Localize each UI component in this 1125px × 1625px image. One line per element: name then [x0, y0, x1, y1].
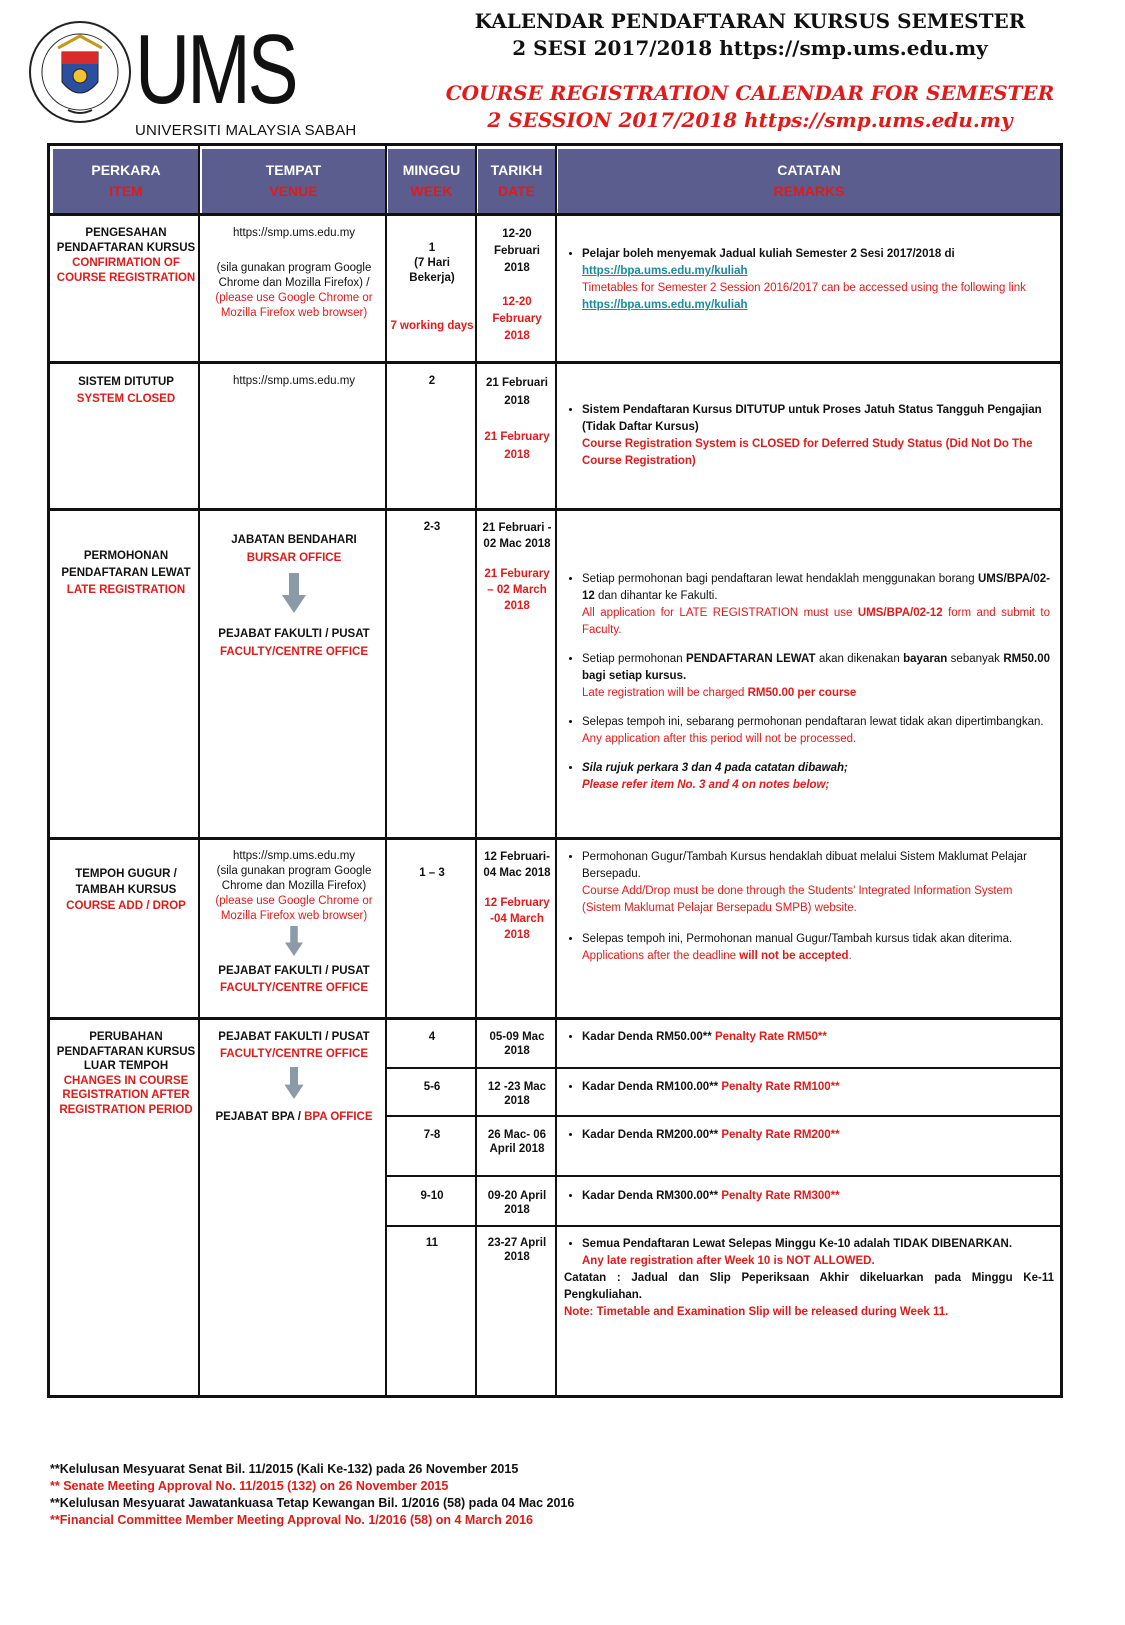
- row1-item: [56, 226, 196, 286]
- penalty-remark: [564, 1080, 1044, 1101]
- grid-line: [555, 146, 557, 1395]
- header-date-ms: TARIKH: [490, 162, 543, 178]
- row3-r2-ms-pre: Setiap permohonan: [582, 653, 683, 665]
- penalty-remark-en: Penalty Rate RM300**: [721, 1190, 840, 1202]
- row3-r2-ms-mid2: sebanyak: [950, 653, 1000, 665]
- row2-week: 2: [428, 375, 436, 387]
- row2-date-ms: 21 Februari 2018: [486, 377, 548, 407]
- header-venue-ms: TEMPAT: [265, 162, 322, 178]
- row1-date-ms: 12-20 Februari 2018: [493, 228, 540, 274]
- row5-venue-b-en: BPA OFFICE: [304, 1111, 373, 1123]
- row1-kuliah-link[interactable]: https://bpa.ums.edu.my/kuliah: [582, 265, 748, 277]
- grid-line: [50, 837, 1060, 840]
- row3-r1-ms-post: dan dihantar ke Fakulti.: [598, 590, 718, 602]
- row3-remarks: [564, 571, 1050, 800]
- penalty-remark: [564, 1030, 1044, 1051]
- penalty-week: 5-6: [423, 1081, 441, 1093]
- row1-venue-url: https://smp.ums.edu.my: [232, 227, 356, 239]
- week11-remark-ms: • Semua Pendaftaran Lewat Selepas Minggu Ke-10 adalah TIDAK DIBENARKAN.: [582, 1238, 1013, 1250]
- row5-item-ms: PERUBAHAN PENDAFTARAN KURSUS LUAR TEMPOH: [56, 1031, 196, 1072]
- header-venue: [202, 149, 385, 213]
- header-week-en: WEEK: [410, 183, 453, 199]
- row5-venue-a-ms: PEJABAT FAKULTI / PUSAT: [218, 1031, 370, 1043]
- row2-date-en: 21 February 2018: [484, 431, 550, 461]
- row2-remark-en: Course Registration System is CLOSED for Deferred Study Status (Did Not Do The Course Registration): [582, 438, 1033, 467]
- row3-venue: [206, 531, 382, 661]
- grid-line: [475, 146, 477, 1395]
- footnote-finance-en: **Financial Committee Member Meeting Approval No. 1/2016 (58) on 4 March 2016: [50, 1513, 534, 1527]
- registration-calendar-table: [47, 143, 1063, 1398]
- row1-date: [480, 226, 554, 345]
- penalty-week: 11: [425, 1237, 439, 1249]
- grid-line: [387, 1175, 1060, 1177]
- row3-r2-ms-mid: akan dikenakan: [818, 653, 900, 665]
- title-english: [410, 80, 1090, 134]
- grid-line: [387, 1225, 1060, 1227]
- row4-date-en: 12 February -04 March 2018: [484, 897, 550, 941]
- row4-r2-en-post: .: [848, 950, 852, 962]
- row3-r4-en: Please refer item No. 3 and 4 on notes below;: [582, 779, 830, 791]
- penalty-week: 7-8: [423, 1129, 441, 1141]
- grid-line: [50, 361, 1060, 364]
- penalty-remark-en: Penalty Rate RM200**: [721, 1129, 840, 1141]
- row4-date-ms: 12 Februari- 04 Mac 2018: [483, 851, 551, 879]
- row1-remark-en: Timetables for Semester 2 Session 2016/2017 can be accessed using the following link: [582, 282, 1026, 294]
- row3-r1-en-post: form and submit to Faculty.: [582, 607, 1050, 636]
- row2-date: [480, 374, 554, 464]
- row4-r1-en: Course Add/Drop must be done through the Students' Integrated Information System (Sistem Maklumat Pelajar Bersepadu SMPB) website.: [582, 885, 1013, 914]
- row4-venue-en: (please use Google Chrome or Mozilla Firefox web browser): [215, 895, 373, 922]
- grid-line: [385, 146, 387, 1395]
- penalty-remark: [564, 1189, 1044, 1210]
- row3-date: [480, 520, 554, 614]
- header-date-en: DATE: [497, 183, 536, 199]
- row4-venue-b-en: FACULTY/CENTRE OFFICE: [219, 982, 368, 994]
- title-en-line2: 2 SESSION 2017/2018 https://smp.ums.edu.my: [487, 108, 1013, 132]
- header-week-ms: MINGGU: [402, 162, 461, 178]
- penalty-date: 09-20 April 2018: [487, 1190, 547, 1216]
- title-ms-line2: 2 SESI 2017/2018 https://smp.ums.edu.my: [512, 36, 988, 60]
- week11-note-ms: Catatan : Jadual dan Slip Peperiksaan Akhir dikeluarkan pada Minggu Ke-11 Pengkuliahan.: [564, 1272, 1054, 1301]
- penalty-week: 9-10: [420, 1190, 444, 1202]
- ums-subtitle: UNIVERSITI MALAYSIA SABAH: [135, 122, 357, 139]
- header-remarks-en: REMARKS: [773, 183, 845, 199]
- row3-item-en: LATE REGISTRATION: [66, 584, 186, 596]
- week11-remark-en: Any late registration after Week 10 is NOT ALLOWED.: [582, 1255, 875, 1267]
- row2-item: [56, 374, 196, 408]
- header-item-ms: PERKARA: [91, 162, 161, 178]
- week11-note-en: Note: Timetable and Examination Slip will be released during Week 11.: [564, 1306, 949, 1318]
- row4-r2-en-bold: will not be accepted: [739, 950, 849, 962]
- row5-item-en: CHANGES IN COURSE REGISTRATION AFTER REGISTRATION PERIOD: [59, 1074, 193, 1116]
- row3-r1-en-pre: All application for LATE REGISTRATION must use: [582, 607, 853, 619]
- header-week: [388, 149, 475, 213]
- header-item: [53, 149, 199, 213]
- row1-week: [390, 226, 474, 349]
- penalty-remark-ms: Kadar Denda RM100.00**: [582, 1081, 719, 1093]
- header-date: [478, 149, 555, 213]
- row3-venue-b-en: FACULTY/CENTRE OFFICE: [219, 646, 368, 658]
- row3-r2-ms-bold: PENDAFTARAN LEWAT: [686, 653, 816, 665]
- header-item-en: ITEM: [109, 183, 143, 199]
- row4-r2-en-pre: Applications after the deadline: [582, 950, 737, 962]
- row3-item: [56, 548, 196, 599]
- row3-venue-a-ms: JABATAN BENDAHARI: [231, 534, 357, 546]
- title-en-line1: COURSE REGISTRATION CALENDAR FOR SEMESTER: [445, 81, 1055, 105]
- row1-kuliah-link-en[interactable]: https://bpa.ums.edu.my/kuliah: [582, 299, 748, 311]
- down-arrow-icon: [282, 926, 306, 956]
- row1-week-en: 7 working days: [390, 320, 474, 332]
- row1-remarks: [564, 246, 1044, 320]
- penalty-remark-en: Penalty Rate RM100**: [721, 1081, 840, 1093]
- row3-r1-ms-pre: Setiap permohonan bagi pendaftaran lewat hendaklah menggunakan borang: [582, 573, 975, 585]
- row5-venue: [206, 1029, 382, 1126]
- down-arrow-icon: [282, 573, 306, 613]
- footnote-senate-ms: **Kelulusan Mesyuarat Senat Bil. 11/2015 (Kali Ke-132) pada 26 November 2015: [50, 1462, 519, 1476]
- row1-venue: [206, 226, 382, 321]
- row3-r3-en: Any application after this period will not be processed.: [582, 733, 857, 745]
- ums-wordmark: UMS: [135, 14, 296, 124]
- row3-r2-en-pre: Late registration will be charged: [582, 687, 745, 699]
- row3-r4-ms: • Sila rujuk perkara 3 dan 4 pada catatan dibawah;: [582, 762, 848, 774]
- row4-item-ms: TEMPOH GUGUR / TAMBAH KURSUS: [75, 868, 177, 896]
- row3-r3-ms: • Selepas tempoh ini, sebarang permohonan pendaftaran lewat tidak akan dipertimbangkan.: [582, 716, 1044, 728]
- row3-r1-ms-form: UMS/BPA/02-12: [582, 573, 1050, 602]
- row4-venue: [206, 849, 382, 997]
- grid-line: [50, 508, 1060, 511]
- row1-venue-en: (please use Google Chrome or Mozilla Firefox web browser): [215, 292, 373, 319]
- row5-venue-a-en: FACULTY/CENTRE OFFICE: [219, 1048, 368, 1060]
- week11-remark: [564, 1236, 1054, 1321]
- row2-item-en: SYSTEM CLOSED: [76, 393, 176, 405]
- row4-venue-url: https://smp.ums.edu.my: [232, 850, 356, 862]
- penalty-remark-ms: Kadar Denda RM50.00**: [582, 1031, 712, 1043]
- penalty-week: 4: [428, 1031, 436, 1043]
- row1-item-en: CONFIRMATION OF COURSE REGISTRATION: [56, 257, 196, 284]
- row3-item-ms: PERMOHONAN PENDAFTARAN LEWAT: [61, 550, 191, 579]
- row1-item-ms: PENGESAHAN PENDAFTARAN KURSUS: [56, 227, 196, 254]
- down-arrow-icon: [282, 1067, 306, 1099]
- row3-r2-en-amount: RM50.00 per course: [747, 687, 857, 699]
- row2-remarks: [564, 402, 1044, 476]
- row4-date: [480, 849, 554, 943]
- grid-line: [387, 1067, 1060, 1069]
- row1-remark-ms: Pelajar boleh menyemak Jadual kuliah Semester 2 Sesi 2017/2018 di: [582, 248, 955, 260]
- grid-line: [387, 1115, 1060, 1117]
- penalty-date: 26 Mac- 06 April 2018: [487, 1129, 547, 1155]
- row4-venue-b-ms: PEJABAT FAKULTI / PUSAT: [218, 965, 370, 977]
- approval-footnotes: [50, 1461, 574, 1529]
- header-remarks: [558, 149, 1060, 213]
- row1-week-ms: 1 (7 Hari Bekerja): [409, 242, 455, 284]
- row5-venue-b-ms: PEJABAT BPA /: [215, 1111, 301, 1123]
- penalty-remark-ms: Kadar Denda RM300.00**: [582, 1190, 719, 1202]
- penalty-date: 05-09 Mac 2018: [489, 1031, 545, 1057]
- row4-item-en: COURSE ADD / DROP: [66, 900, 186, 912]
- row3-r1-en-form: UMS/BPA/02-12: [857, 607, 943, 619]
- row4-venue-ms: (sila gunakan program Google Chrome dan Mozilla Firefox): [216, 865, 372, 892]
- university-seal-logo: [28, 12, 132, 136]
- row3-r2-ms-amount: RM50.00 bagi setiap kursus.: [582, 653, 1050, 682]
- row1-venue-ms: (sila gunakan program Google Chrome dan Mozilla Firefox) /: [216, 262, 372, 289]
- row4-remarks: [564, 849, 1034, 971]
- title-ms-line1: KALENDAR PENDAFTARAN KURSUS SEMESTER: [474, 9, 1026, 33]
- row4-item: [56, 866, 196, 914]
- row4-week: 1 – 3: [419, 867, 445, 879]
- row2-item-ms: SISTEM DITUTUP: [78, 376, 174, 388]
- row2-remark-ms: • Sistem Pendaftaran Kursus DITUTUP untuk Proses Jatuh Status Tangguh Pengajian (Tidak Daftar Kursus): [582, 404, 1042, 433]
- grid-line: [198, 146, 200, 1395]
- row3-week: 2-3: [423, 521, 441, 533]
- header-remarks-ms: CATATAN: [777, 162, 841, 178]
- penalty-remark-ms: Kadar Denda RM200.00**: [582, 1129, 719, 1141]
- row4-r1-ms: • Permohonan Gugur/Tambah Kursus hendaklah dibuat melalui Sistem Maklumat Pelajar Bersepadu.: [582, 851, 1027, 880]
- row3-date-ms: 21 Februari - 02 Mac 2018: [482, 522, 552, 550]
- row1-date-en: 12-20 February 2018: [492, 296, 542, 342]
- penalty-date: 12 -23 Mac 2018: [487, 1081, 547, 1107]
- footnote-finance-ms: **Kelulusan Mesyuarat Jawatankuasa Tetap Kewangan Bil. 1/2016 (58) pada 04 Mac 2016: [50, 1496, 575, 1510]
- row3-venue-a-en: BURSAR OFFICE: [246, 552, 342, 564]
- footnote-senate-en: ** Senate Meeting Approval No. 11/2015 (132) on 26 November 2015: [50, 1479, 449, 1493]
- penalty-remark-en: Penalty Rate RM50**: [714, 1031, 827, 1043]
- row3-r2-ms-bayaran: bayaran: [903, 653, 948, 665]
- grid-line: [50, 1017, 1060, 1020]
- row5-item: [56, 1030, 196, 1117]
- row3-venue-b-ms: PEJABAT FAKULTI / PUSAT: [218, 628, 370, 640]
- penalty-remark: [564, 1128, 1044, 1149]
- penalty-date: 23-27 April 2018: [487, 1237, 547, 1263]
- row2-venue: [206, 374, 382, 389]
- row2-venue-url: https://smp.ums.edu.my: [232, 375, 356, 387]
- row3-date-en: 21 Feburary – 02 March 2018: [484, 568, 550, 612]
- row4-r2-ms: • Selepas tempoh ini, Permohonan manual Gugur/Tambah kursus tidak akan diterima.: [582, 933, 1013, 945]
- title-malay: [420, 8, 1080, 62]
- header-venue-en: VENUE: [269, 183, 318, 199]
- grid-line: [50, 213, 1060, 216]
